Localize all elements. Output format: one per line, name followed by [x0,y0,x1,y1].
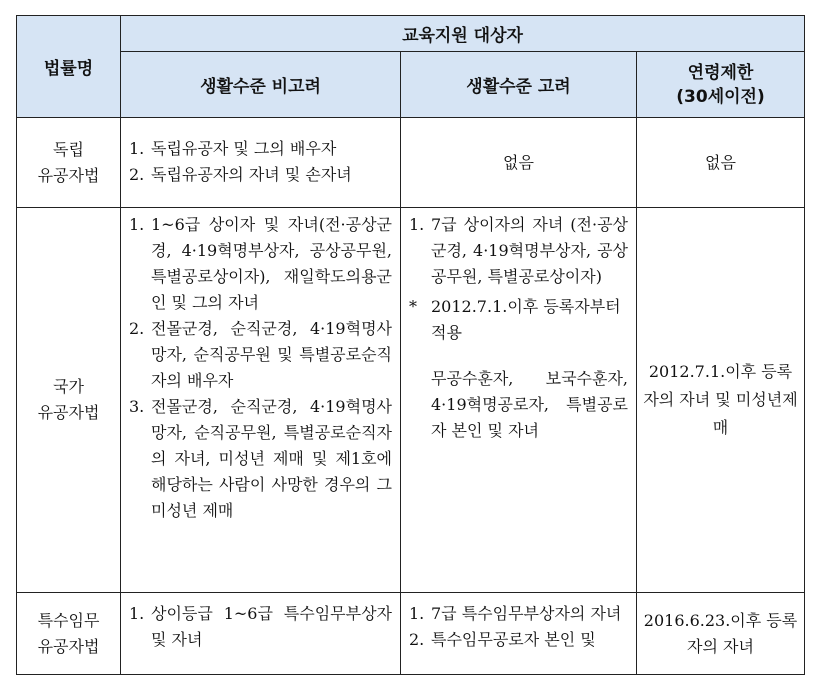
law-name-line: 유공자법 [37,165,100,185]
list-item: 무공수훈자, 보국수훈자, 4·19혁명공로자, 특별공로자 본인 및 자녀 [431,369,628,440]
law-name-line: 특수임무 [37,610,100,630]
income-cell [401,593,637,675]
header-law-name: 법률명 [17,16,121,118]
list-item: 2. 전몰군경, 순직군경, 4·19혁명사망자, 순직공무원 및 특별공로순직자의 배우자 [129,319,392,390]
income-cell [401,208,637,593]
no-income-cell [121,208,401,593]
header-row-2 [17,52,805,118]
list-item: 2. 독립유공자의 자녀 및 손자녀 [129,164,352,184]
law-name-cell [17,208,121,593]
header-age-limit [637,52,805,118]
law-name-line: 유공자법 [37,636,100,656]
no-income-cell [121,118,401,208]
list-item: 1. 1~6급 상이자 및 자녀(전·공상군경, 4·19혁명부상자, 공상공무원, 특별공로상이자), 재일학도의용군인 및 그의 자녀 [129,215,392,312]
note [409,294,628,346]
no-income-cell [121,593,401,675]
note-text: 2012.7.1.이후 등록자부터 적용 [431,297,621,342]
law-name-line: 유공자법 [37,403,100,422]
table-row [17,118,805,208]
law-name-line: 독립 [53,139,84,159]
list-item: 1. 7급 특수임무부상자의 자녀 [409,604,622,623]
list-item: 3. 전몰군경, 순직군경, 4·19혁명사망자, 순직공무원, 특별공로순직자의 자녀, 미성년 제매 및 제1호에 해당하는 사람이 사망한 경우의 그 미성년 제매 [129,397,392,520]
income-cell: 없음 [401,118,637,208]
list-item: 1. 7급 상이자의 자녀 (전·공상군경, 4·19혁명부상자, 공상공무원, 특별공로상이자) [409,215,628,286]
table-row [17,593,805,675]
header-row-1 [17,16,805,52]
header-income: 생활수준 고려 [401,52,637,118]
list-item: 2. 특수임무공로자 본인 및 [409,630,596,649]
header-no-income: 생활수준 비고려 [121,52,401,118]
law-name-cell [17,593,121,675]
age-limit-cell: 2012.7.1.이후 등록자의 자녀 및 미성년제매 [637,208,805,593]
list-item: 1. 독립유공자 및 그의 배우자 [129,138,337,158]
header-age-line1: 연령제한 [687,62,754,83]
table-container [16,15,804,675]
note-mark: * [409,297,417,316]
header-age-line2: (30세이전) [676,86,765,107]
law-name-cell [17,118,121,208]
law-name-line: 국가 [53,377,84,396]
table-row [17,208,805,593]
list-item: 1. 상이등급 1~6급 특수임무부상자 및 자녀 [129,604,392,649]
education-support-table [16,15,805,675]
header-group: 교육지원 대상자 [121,16,805,52]
age-limit-cell: 2016.6.23.이후 등록자의 자녀 [637,593,805,675]
age-limit-cell: 없음 [637,118,805,208]
